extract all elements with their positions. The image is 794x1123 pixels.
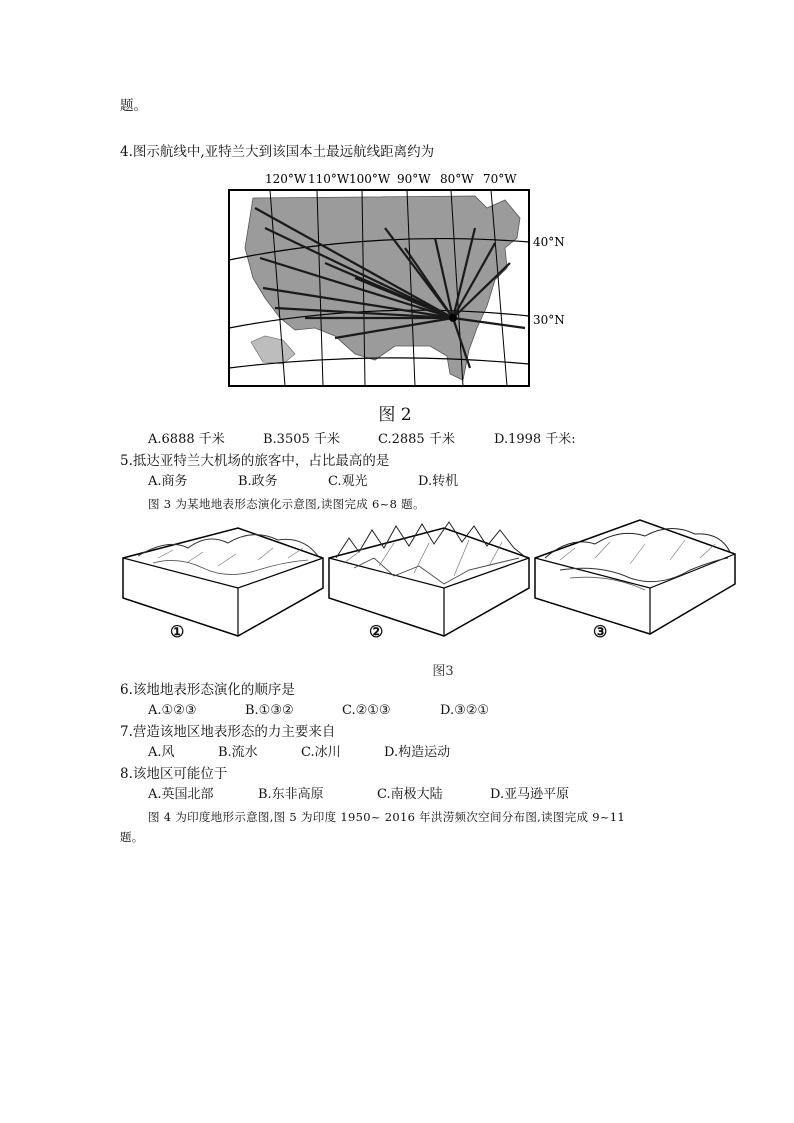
q6-option-a: A.①②③ bbox=[148, 703, 197, 718]
lon-label-90w: 90°W bbox=[397, 172, 431, 186]
flight-routes-map bbox=[225, 168, 570, 390]
q8-option-b: B.东非高原 bbox=[258, 787, 324, 802]
figure-3-label-2: ② bbox=[369, 622, 384, 641]
q4-option-d: D.1998 千米: bbox=[494, 432, 576, 447]
lon-label-120w: 120°W bbox=[265, 172, 307, 186]
intro-questions-6-8: 图 3 为某地地表形态演化示意图,读图完成 6~8 题。 bbox=[148, 497, 425, 511]
atlanta-hub bbox=[449, 314, 457, 322]
lat-label-40n: 40°N bbox=[533, 235, 565, 249]
lon-label-70w: 70°W bbox=[483, 172, 517, 186]
question-4-stem: 4.图示航线中,亚特兰大到该国本土最远航线距离约为 bbox=[120, 144, 435, 160]
question-7-stem: 7.营造该地区地表形态的力主要来自 bbox=[120, 724, 336, 740]
q8-option-d: D.亚马逊平原 bbox=[490, 787, 570, 802]
intro-questions-9-11-line2: 题。 bbox=[120, 830, 144, 844]
q7-option-a: A.风 bbox=[148, 745, 175, 760]
figure-3-caption: 图3 bbox=[432, 664, 454, 679]
intro-questions-9-11-line1: 图 4 为印度地形示意图,图 5 为印度 1950~ 2016 年洪涝频次空间分布图,读图完成 9~11 bbox=[148, 810, 626, 824]
top-fragment: 题。 bbox=[120, 98, 147, 114]
q7-option-b: B.流水 bbox=[218, 745, 258, 760]
q4-option-a: A.6888 千米 bbox=[148, 432, 225, 447]
lon-label-110w: 110°W bbox=[308, 172, 350, 186]
q5-option-a: A.商务 bbox=[148, 474, 188, 489]
q6-option-d: D.③②① bbox=[440, 703, 490, 718]
q5-option-b: B.政务 bbox=[238, 474, 278, 489]
lat-label-30n: 30°N bbox=[533, 313, 565, 327]
lon-label-100w: 100°W bbox=[349, 172, 391, 186]
q4-option-b: B.3505 千米 bbox=[263, 432, 340, 447]
q6-option-c: C.②①③ bbox=[342, 703, 391, 718]
q5-option-c: C.观光 bbox=[328, 474, 368, 489]
figure-3-label-3: ③ bbox=[593, 622, 608, 641]
q8-option-c: C.南极大陆 bbox=[377, 787, 443, 802]
question-8-stem: 8.该地区可能位于 bbox=[120, 766, 228, 782]
landform-block-2 bbox=[324, 518, 534, 638]
landform-block-1 bbox=[118, 518, 328, 638]
figure-3-label-1: ① bbox=[170, 622, 185, 641]
q6-option-b: B.①③② bbox=[245, 703, 294, 718]
q7-option-c: C.冰川 bbox=[301, 745, 341, 760]
q4-option-c: C.2885 千米 bbox=[378, 432, 455, 447]
figure-2-caption: 图 2 bbox=[378, 405, 412, 425]
question-5-stem: 5.抵达亚特兰大机场的旅客中，占比最高的是 bbox=[120, 453, 390, 469]
landform-block-3 bbox=[530, 508, 740, 638]
question-6-stem: 6.该地地表形态演化的顺序是 bbox=[120, 682, 295, 698]
q7-option-d: D.构造运动 bbox=[384, 745, 451, 760]
q5-option-d: D.转机 bbox=[418, 474, 459, 489]
q8-option-a: A.英国北部 bbox=[148, 787, 214, 802]
lon-label-80w: 80°W bbox=[440, 172, 474, 186]
